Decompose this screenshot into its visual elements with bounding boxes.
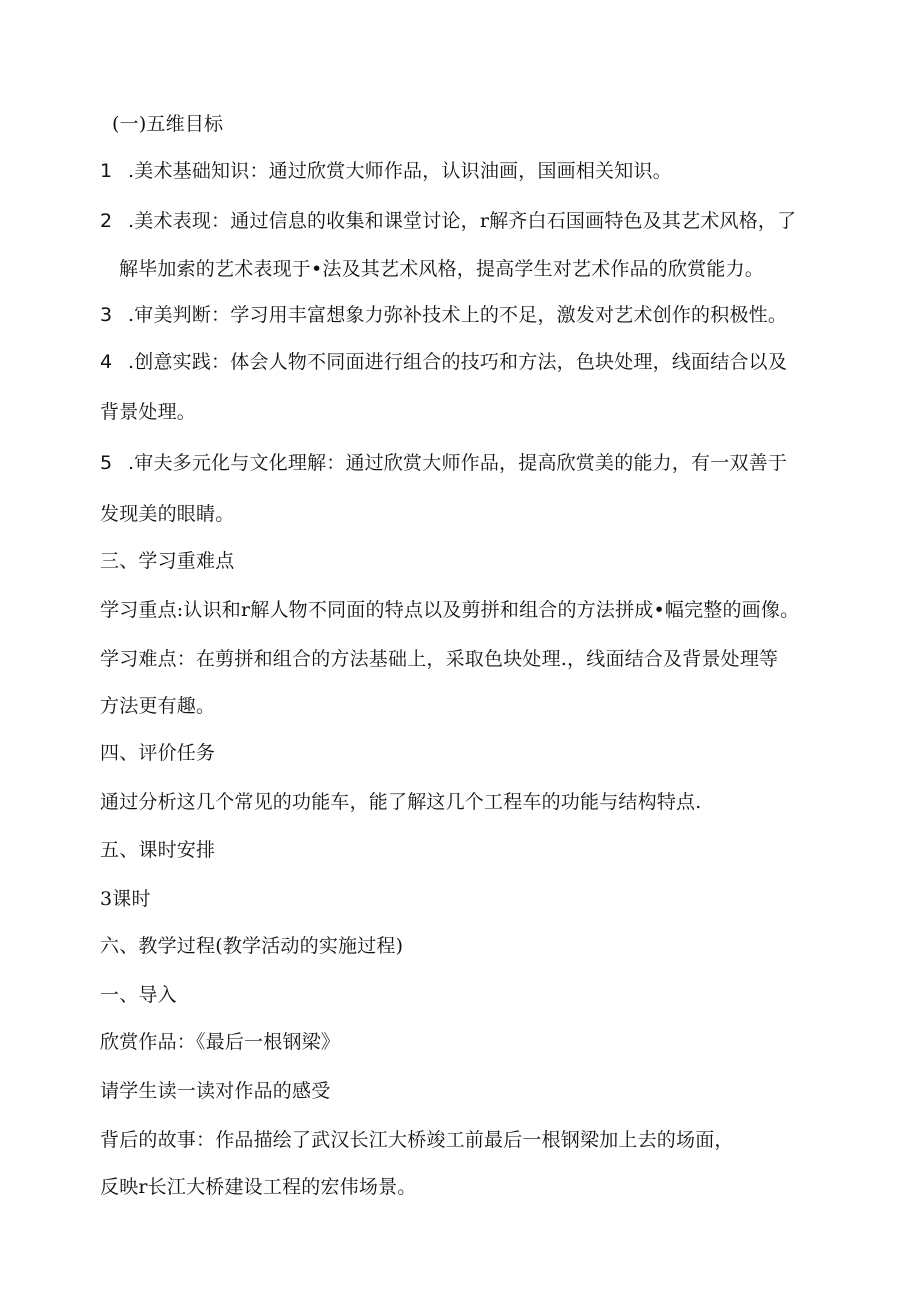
goals-heading: (一)五维目标 bbox=[112, 113, 224, 135]
goal-4-number: 4 bbox=[100, 351, 113, 373]
goal-4-text-line2: 背景处理。 bbox=[100, 401, 197, 423]
goal-3 bbox=[100, 303, 787, 327]
goal-3-text: .审美判断：学习用丰富想象力弥补技术上的不足，激发对艺术创作的积极性。 bbox=[128, 304, 788, 326]
evaluation-text: 通过分析这几个常见的功能车，能了解这几个工程车的功能与结构特点. bbox=[100, 791, 702, 813]
goal-1 bbox=[100, 159, 672, 183]
story-line1: 背后的故事：作品描绘了武汉长江大桥竣工前最后一根钢梁加上去的场面， bbox=[100, 1129, 734, 1151]
difficulty-line1: 学习难点：在剪拼和组合的方法基础上，采取色块处理.，线面结合及背景处理等 bbox=[100, 648, 779, 670]
key-point: 学习重点:认识和r解人物不同面的特点以及剪拼和组合的方法拼成•幅完整的画像。 bbox=[100, 599, 800, 621]
section-5-heading: 五、课时安排 bbox=[100, 839, 216, 861]
appreciate-work: 欣赏作品：《最后一根钢梁》 bbox=[100, 1031, 341, 1053]
goal-5-text-line1: .审夫多元化与文化理解：通过欣赏大师作品，提高欣赏美的能力，有一双善于 bbox=[128, 452, 788, 474]
goal-4-text-line1: .创意实践：体会人物不同面进行组合的技巧和方法，色块处理，线面结合以及 bbox=[128, 351, 788, 373]
goal-5-number: 5 bbox=[100, 452, 113, 474]
goal-5 bbox=[100, 451, 787, 475]
section-4-heading: 四、评价任务 bbox=[100, 742, 216, 764]
goal-4 bbox=[100, 350, 787, 374]
story-line2: 反映r长江大桥建设工程的宏伟场景。 bbox=[100, 1176, 417, 1198]
ask-students: 请学生读一读对作品的感受 bbox=[100, 1080, 331, 1102]
difficulty-line2: 方法更有趣。 bbox=[100, 695, 216, 717]
section-3-heading: 三、学习重难点 bbox=[100, 550, 235, 572]
goal-1-number: 1 bbox=[100, 160, 113, 182]
goal-5-text-line2: 发现美的眼睛。 bbox=[100, 503, 235, 525]
goal-1-text: .美术基础知识：通过欣赏大师作品，认识油画，国画相关知识。 bbox=[128, 160, 672, 182]
class-hours: 3课时 bbox=[100, 888, 151, 910]
goal-2-number: 2 bbox=[100, 210, 113, 232]
goal-3-number: 3 bbox=[100, 304, 113, 326]
goal-2 bbox=[100, 209, 796, 233]
section-6-heading: 六、教学过程(教学活动的实施过程) bbox=[100, 935, 404, 957]
goal-2-text-line1: .美术表现：通过信息的收集和课堂讨论，r解齐白石国画特色及其艺术风格，了 bbox=[128, 210, 797, 232]
goal-2-text-line2: 解毕加索的艺术表现于•法及其艺术风格，提高学生对艺术作品的欣赏能力。 bbox=[119, 258, 765, 280]
intro-heading: 一、导入 bbox=[100, 984, 177, 1006]
